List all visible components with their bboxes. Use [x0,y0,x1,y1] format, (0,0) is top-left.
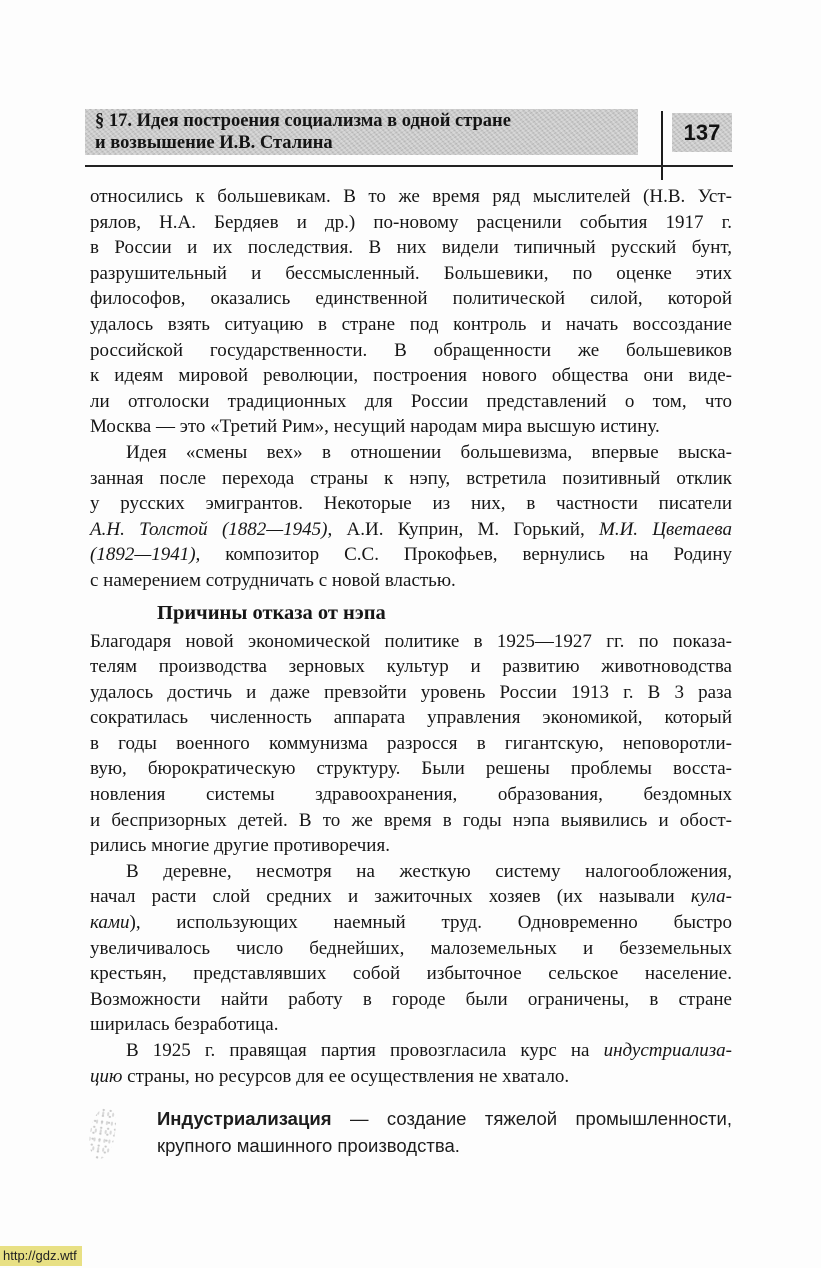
text-line: и беспризорных детей. В то же время в годы нэпа выявились и обост- [90,809,732,831]
text-line: начал расти слой средних и зажиточных хозяев (их называли кула- [90,886,732,908]
body-text [90,184,732,1159]
text-line: телям производства зерновых культур и развитию животноводства [90,656,732,678]
text-line: с намерением сотрудничать с новой властью. [90,569,456,591]
page-number-badge [672,113,732,152]
paragraph-smenovekhovtsy [90,184,732,440]
text-line: вую, бюрократическую структуру. Были решены проблемы восста- [90,758,732,780]
watermark-url: http://gdz.wtf [0,1246,82,1266]
text-line: крестьян, представлявших собой избыточное сельское население. [90,963,732,985]
header-horizontal-rule [85,165,733,167]
text-line: ли отголоски традиционных для России представлений о том, что [90,390,732,412]
text-line: рялов, Н.А. Бердяев и др.) по-новому расценили события 1917 г. [90,211,732,233]
text-line: удалось взять ситуацию в стране под контроль и начать воссоздание [90,313,732,335]
text-line: занная после перехода страны к нэпу, встретила позитивный отклик [90,467,732,489]
text-line: крупного машинного производства. [157,1135,460,1157]
section-heading-nep: Причины отказа от нэпа [157,601,386,624]
text-line: (1892—1941), композитор С.С. Прокофьев, вернулись на Родину [90,544,732,566]
paragraph-village [90,859,732,1038]
definition-marker-icon [87,1106,119,1161]
text-line: философов, оказались единственной политической силой, которой [90,288,732,310]
paragraph-nep-results [90,629,732,859]
text-line: российской государственности. В обращенности же большевиков [90,339,732,361]
text-line: Возможности найти работу в городе были ограничены, в стране [90,988,732,1010]
page-number: 137 [683,119,721,145]
text-line: Благодаря новой экономической политике в 1925—1927 гг. по показа- [90,630,732,652]
text-line: в годы военного коммунизма разросся в гигантскую, неповоротли- [90,732,732,754]
text-line: в России и их последствия. В них видели типичный русский бунт, [90,237,732,259]
text-line: новления системы здравоохранения, образования, бездомных [90,784,732,806]
text-line: удалось достичь и даже превзойти уровень России 1913 г. В 3 раза [90,681,732,703]
text-line: Индустриализация — создание тяжелой промышленности, [157,1108,732,1130]
text-line: В 1925 г. правящая партия провозгласила курс на индустриализа- [126,1040,732,1061]
header-title-line1: § 17. Идея построения социализма в одной стране [95,111,511,131]
text-line: рились многие другие противоречия. [90,835,390,857]
text-line: ширилась безработица. [90,1014,279,1036]
text-line: Идея «смены вех» в отношении большевизма, впервые выска- [126,441,732,463]
text-line: А.Н. Толстой (1882—1945), А.И. Куприн, М. Горький, М.И. Цветаева [90,518,732,540]
text-line: В деревне, несмотря на жесткую систему налогообложения, [126,860,732,882]
text-line: Москва — это «Третий Рим», несущий народам мира высшую истину. [90,416,660,438]
text-line: разрушительный и бессмысленный. Большевики, по оценке этих [90,262,732,284]
text-line: ками), использующих наемный труд. Одновременно быстро [90,912,732,934]
paragraph-smena-vekh [90,440,732,594]
text-line: увеличивалось число беднейших, малоземельных и безземельных [90,937,732,959]
definition-industrialization [157,1105,732,1159]
header-title-line2: и возвышение И.В. Сталина [95,132,333,153]
text-line: к идеям мировой революции, построения нового общества они виде- [90,365,732,387]
text-line: цию страны, но ресурсов для ее осуществления не хватало. [90,1065,570,1087]
text-line: у русских эмигрантов. Некоторые из них, в частности писатели [90,493,732,515]
header-title-band [85,109,638,155]
text-line: относились к большевикам. В то же время ряд мыслителей (Н.В. Уст- [90,186,732,207]
text-line: сократилась численность аппарата управления экономикой, который [90,707,732,729]
paragraph-industrialization-course [90,1038,732,1089]
header-vertical-rule [661,111,663,180]
